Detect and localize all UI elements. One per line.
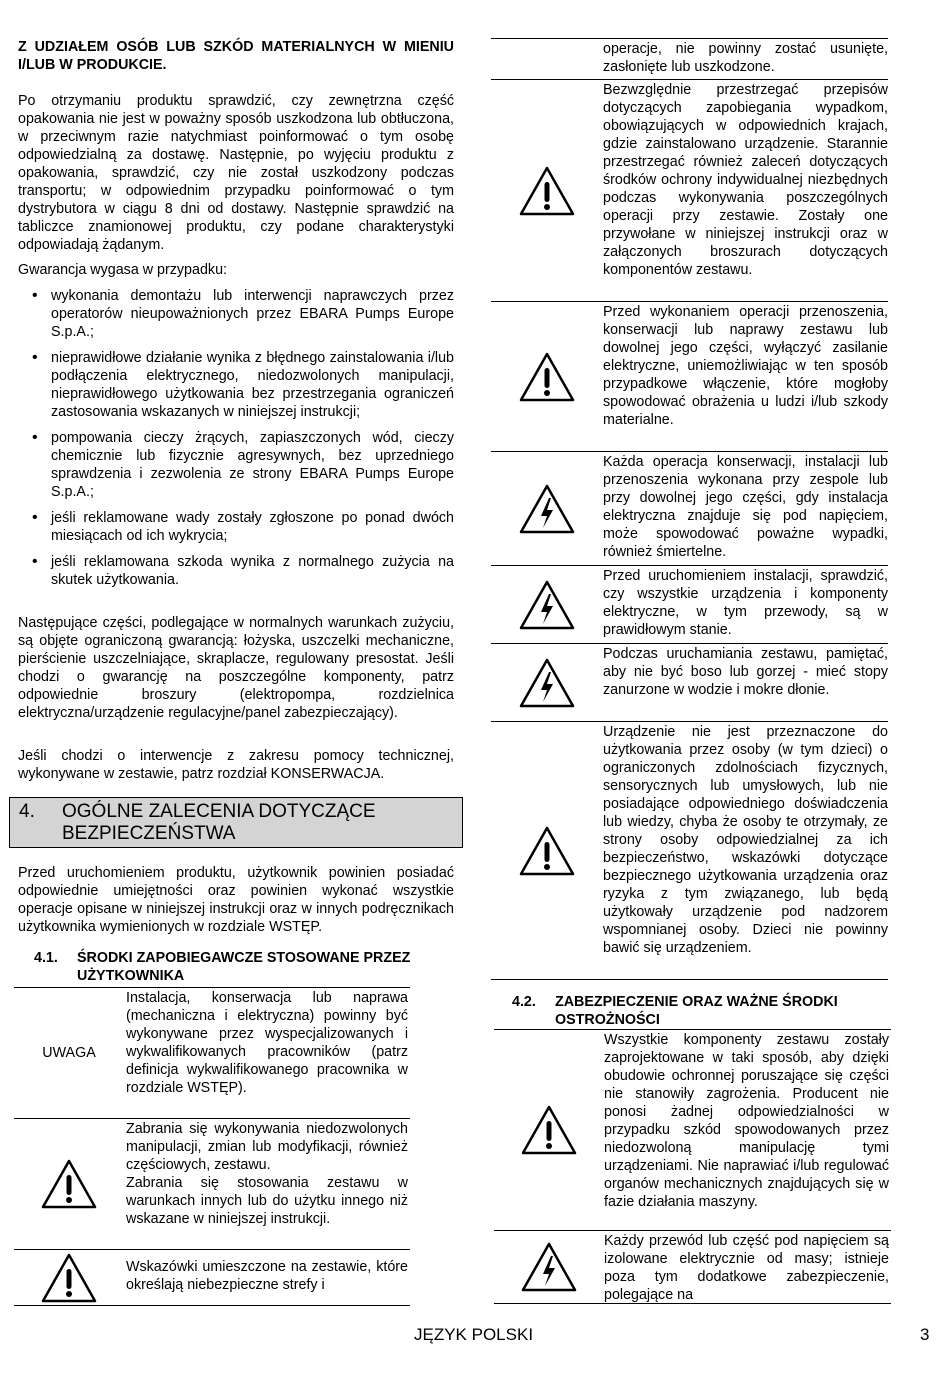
warning-icon xyxy=(494,1030,604,1230)
footer-language: JĘZYK POLSKI xyxy=(414,1325,534,1344)
subsection-title: ŚRODKI ZAPOBIEGAWCZE STOSOWANE PRZEZ UŻYTKOWNIKA xyxy=(77,950,411,984)
safety-row xyxy=(491,721,888,980)
electric-hazard-icon xyxy=(494,1231,604,1303)
service-paragraph: Jeśli chodzi o interwencje z zakresu pomocy technicznej, wykonywane w zestawie, patrz rozdział KONSERWACJA. xyxy=(18,748,454,782)
safety-row xyxy=(491,79,888,301)
list-item: • jeśli reklamowana szkoda wynika z normalnego zużycia na skutek użytkowania. xyxy=(32,553,454,588)
warranty-intro: Gwarancja wygasa w przypadku: xyxy=(18,262,227,278)
warranty-list xyxy=(18,287,454,589)
warning-icon xyxy=(491,302,603,451)
list-item: • wykonania demontażu lub interwencji naprawczych przez operatorów nieupoważnionych przez EBARA Pumps Europe S.p.A.; xyxy=(32,287,454,340)
electric-hazard-icon xyxy=(491,566,603,643)
safety-row xyxy=(491,451,888,565)
safety-text: Wskazówki umieszczone na zestawie, które określają niebezpieczne strefy i xyxy=(126,1259,408,1293)
list-item: • pompowania cieczy żrących, zapiaszczonych wód, cieczy chemicznie lub fizycznie agresywnych, bez uprzedniego sprawdzenia i zezwolenia ze strony EBARA Pumps Europe S.p.A.; xyxy=(32,429,454,500)
subsection-heading-4-1 xyxy=(34,949,454,985)
safety-row xyxy=(14,987,410,1118)
electric-hazard-icon xyxy=(491,644,603,721)
safety-text: Przed uruchomieniem instalacji, sprawdzić, czy wszystkie urządzenia i komponenty elektryczne, w tym przewody, są w prawidłowym stanie. xyxy=(603,568,888,638)
subsection-title: ZABEZPIECZENIE ORAZ WAŻNE ŚRODKI OSTROŻNOŚCI xyxy=(555,994,838,1028)
safety-text: operacje, nie powinny zostać usunięte, zasłonięte lub uszkodzone. xyxy=(603,41,888,75)
limited-warranty-paragraph: Następujące części, podlegające w normalnych warunkach zużyciu, są objęte ograniczoną gwarancją: łożyska, uszczelki mechaniczne, pierścienie uszczelniające, skraplacze, regulowany presostat. Jeśli chodzi o gwarancję na poszczególne komponenty, patrz odpowiednie broszury (elektropompa, rozdzielnica elektryczna/urządzenie regulacyjne/panel zabezpieczający). xyxy=(18,615,454,721)
safety-text: Podczas uruchamiania zestawu, pamiętać, aby nie być boso lub gorzej - mieć stopy zanurzone w wodzie i mokre dłonie. xyxy=(603,646,888,698)
safety-row xyxy=(494,1230,891,1304)
list-item: • jeśli reklamowane wady zostały zgłoszone po ponad dwóch miesiącach od ich wykrycia; xyxy=(32,509,454,544)
subsection-heading-4-2 xyxy=(512,993,888,1029)
page-number: 3 xyxy=(920,1325,930,1344)
subsection-number: 4.1. xyxy=(34,950,58,966)
subsection-number: 4.2. xyxy=(512,994,536,1010)
warning-icon xyxy=(14,1119,124,1249)
section-intro-paragraph: Przed uruchomieniem produktu, użytkownik powinien posiadać odpowiednie umiejętności oraz powinien wykonać wszystkie operacje opisane w niniejszej instrukcji oraz w innych podręcznikach użytkownika wymienionych w rozdziale WSTĘP. xyxy=(18,865,454,935)
safety-text: Przed wykonaniem operacji przenoszenia, konserwacji lub naprawy zestawu lub dowolnej jego części, wyłączyć zasilanie elektryczne, uniemożliwiając w ten sposób przypadkowe włączenie, które mogłoby spowodować obrażenia u ludzi i/lub szkody materialne. xyxy=(603,304,888,428)
safety-row xyxy=(491,301,888,451)
safety-text: Bezwzględnie przestrzegać przepisów dotyczących zapobiegania wypadkom, obowiązujących w odpowiednich krajach, gdzie zainstalowano urządzenie. Starannie przestrzegać również zaleceń dotyczących środków ochrony indywidualnej niezbędnych podczas wykonywania poszczególnych operacji przy zestawie. Zostały one przywołane w niniejszej instrukcji oraz w załączonych broszurach dotyczących komponentów zestawu. xyxy=(603,82,888,278)
electric-hazard-icon xyxy=(491,452,603,565)
list-item: • nieprawidłowe działanie wynika z błędnego zainstalowania i/lub podłączenia elektrycznego, niedozwolonych manipulacji, nieprawidłowego użytkowania bez przestrzegania ograniczeń zastosowania wskazanych w niniejszej instrukcji; xyxy=(32,349,454,420)
safety-text: Instalacja, konserwacja lub naprawa (mechaniczna i elektryczna) powinny być wykonywane przez wyspecjalizowanych i wykwalifikowanych pracowników (patrz definicja wykwalifikowanego pracownika w rozdziale WSTĘP). xyxy=(126,990,408,1096)
caution-label: UWAGA xyxy=(42,1045,96,1061)
safety-text: Każdy przewód lub część pod napięciem są izolowane elektrycznie od masy; istnieje poza tym dodatkowe zabezpieczenie, polegające na xyxy=(604,1233,889,1303)
safety-text: Zabrania się wykonywania niedozwolonych manipulacji, zmian lub modyfikacji, również częściowych, zestawu. xyxy=(126,1121,408,1173)
section-number: 4. xyxy=(19,801,35,822)
section-header xyxy=(9,797,463,848)
safety-row xyxy=(491,38,888,79)
safety-row xyxy=(14,1249,410,1306)
section-title: OGÓLNE ZALECENIA DOTYCZĄCE BEZPIECZEŃSTWA xyxy=(62,801,376,844)
safety-text: Każda operacja konserwacji, instalacji lub przenoszenia wykonana przy zespole lub przy dowolnej jego części, gdy instalacja elektryczna znajduje się pod napięciem, może spowodować poważne wypadki, również śmiertelne. xyxy=(603,454,888,560)
warning-icon xyxy=(14,1250,124,1305)
warning-icon xyxy=(491,722,603,979)
safety-text: Wszystkie komponenty zestawu zostały zaprojektowane w taki sposób, aby dzięki obudowie ochronnej poruszające się części nie stanowiły zagrożenia. Producent nie ponosi żadnej odpowiedzialności w przypadku szkód spowodowanych przez niedozwoloną manipulację tymi urządzeniami. Nie naprawiać i/lub regulować organów mechanicznych znajdujących się w fazie działania maszyny. xyxy=(604,1032,889,1210)
warning-icon xyxy=(491,80,603,301)
safety-row xyxy=(491,643,888,721)
safety-row xyxy=(14,1118,410,1249)
receipt-paragraph: Po otrzymaniu produktu sprawdzić, czy zewnętrzna część opakowania nie jest w poważny sposób uszkodzona lub obtłuczona, w przeciwnym razie natychmiast poinformować o tym osobę odpowiedzialną za dostawę. Następnie, po wyjęciu produktu z opakowania, sprawdzić, czy nie został uszkodzony podczas transportu; w odpowiednim przypadku poinformować o tym dystrybutora w ciągu 8 dni od dostawy. Następnie sprawdzić na tabliczce znamionowej produktu, czy podane charakterystyki odpowiadają żądanym. xyxy=(18,93,454,253)
safety-row xyxy=(491,565,888,643)
safety-text: Zabrania się stosowania zestawu w warunkach innych lub do użytku innego niż wskazane w niniejszej instrukcji. xyxy=(126,1175,408,1227)
safety-text: Urządzenie nie jest przeznaczone do użytkowania przez osoby (w tym dzieci) o ograniczonych zdolnościach fizycznych, sensorycznych lub umysłowych, lub nie posiadające odpowiedniego doświadczenia lub wiedzy, chyba że osoby te otrzymały, ze strony osoby odpowiedzialnej za ich bezpieczeństwo, wskazówki dotyczące bezpiecznego użytkowania urządzenia oraz ryzyka z tym związanego, lub będą użytkowały urządzenie pod nadzorem wspomnianej osoby. Dzieci nie powinny bawić się urządzeniem. xyxy=(603,724,888,956)
continued-heading: Z UDZIAŁEM OSÓB LUB SZKÓD MATERIALNYCH W MIENIU I/LUB W PRODUKCIE. xyxy=(18,39,454,73)
safety-row xyxy=(494,1029,891,1230)
